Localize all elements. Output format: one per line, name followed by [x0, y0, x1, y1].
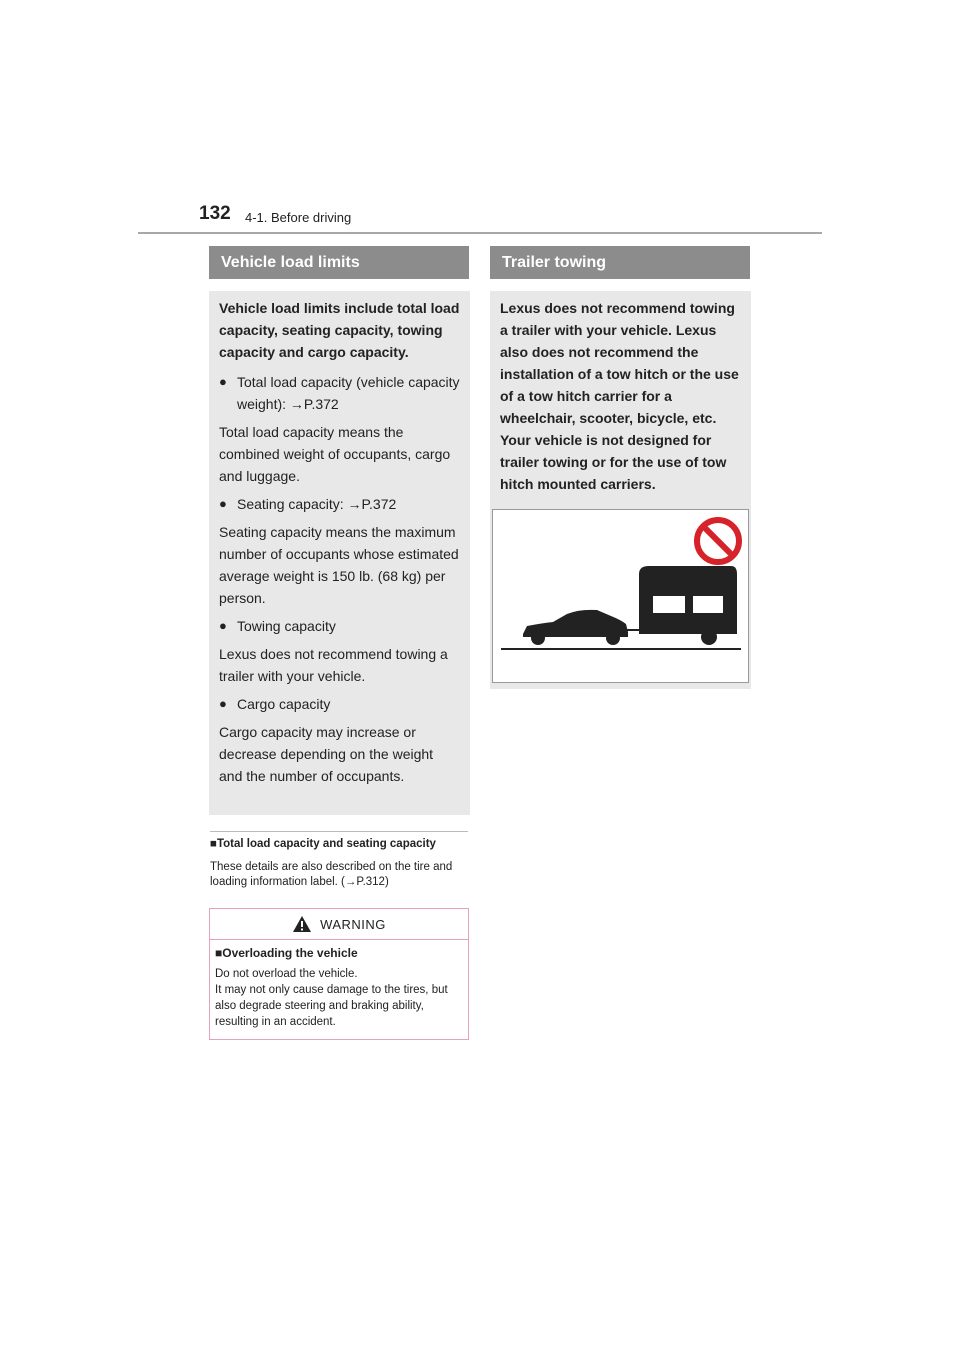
- vehicle-load-panel: [209, 291, 470, 815]
- load-item-text: Seating capacity means the maximum number of occupants whose estimated average weight is 150 lb. (68 kg) per person.: [219, 524, 459, 606]
- bullet-icon: ●: [219, 696, 227, 711]
- warning-header: [210, 909, 468, 940]
- load-item-bullet: Total load capacity (vehicle capacity weight): →P.372: [237, 374, 460, 412]
- note-body: These details are also described on the tire and loading information label. (→P.312): [210, 861, 453, 888]
- load-item: [219, 615, 460, 687]
- tow-bar: [627, 629, 639, 631]
- bullet-icon: ●: [219, 618, 227, 633]
- ground-line: [501, 648, 741, 650]
- bullet-icon: ●: [219, 496, 227, 511]
- vehicle-load-intro: Vehicle load limits include total load capacity, seating capacity, towing capacity and cargo capacity.: [219, 300, 460, 360]
- load-item-bullet: Seating capacity: →P.372: [237, 496, 397, 512]
- vehicle-load-title: Vehicle load limits: [221, 254, 360, 271]
- load-item: [219, 693, 460, 787]
- trailer-icon: [639, 566, 737, 645]
- header-divider: [138, 232, 822, 234]
- page-number: 132: [199, 203, 231, 224]
- trailer-title-bar: [490, 246, 750, 279]
- bullet-icon: ●: [219, 374, 227, 389]
- warning-triangle-icon: [292, 915, 312, 933]
- note-divider: [210, 831, 468, 832]
- note-heading: ■Total load capacity and seating capacity: [210, 838, 436, 850]
- trailer-text: Lexus does not recommend towing a trailer with your vehicle. Lexus also does not recommend the installation of a tow hitch or the use of a tow hitch carrier for a wheelchair, scooter, bicycle, etc. Your vehicle is not designed for trailer towing or for the use of tow hitch mounted carriers.: [500, 300, 739, 492]
- warning-label: WARNING: [320, 916, 386, 932]
- no-towing-image: [493, 510, 748, 682]
- load-item-text: Lexus does not recommend towing a trailer with your vehicle.: [219, 646, 448, 684]
- vehicle-load-title-bar: [209, 246, 469, 279]
- load-item-bullet: Cargo capacity: [237, 696, 331, 712]
- car-icon: [523, 610, 628, 645]
- load-item-bullet: Towing capacity: [237, 618, 336, 634]
- trailer-title: Trailer towing: [502, 254, 607, 271]
- load-item: [219, 371, 460, 487]
- load-item-text: Cargo capacity may increase or decrease depending on the weight and the number of occupants.: [219, 724, 434, 784]
- warning-box: [209, 908, 469, 1040]
- prohibition-icon: [697, 520, 739, 562]
- load-item-text: Total load capacity means the combined weight of occupants, cargo and luggage.: [219, 424, 451, 484]
- section-title: 4-1. Before driving: [245, 210, 352, 225]
- warning-text-line: It may not only cause damage to the tires, but also degrade steering and braking ability, resulting in an accident.: [215, 984, 448, 1028]
- warning-subheading: ■Overloading the vehicle: [215, 946, 358, 960]
- no-towing-illustration: [492, 509, 749, 683]
- warning-text-line: Do not overload the vehicle.: [215, 968, 358, 980]
- load-item: [219, 493, 460, 609]
